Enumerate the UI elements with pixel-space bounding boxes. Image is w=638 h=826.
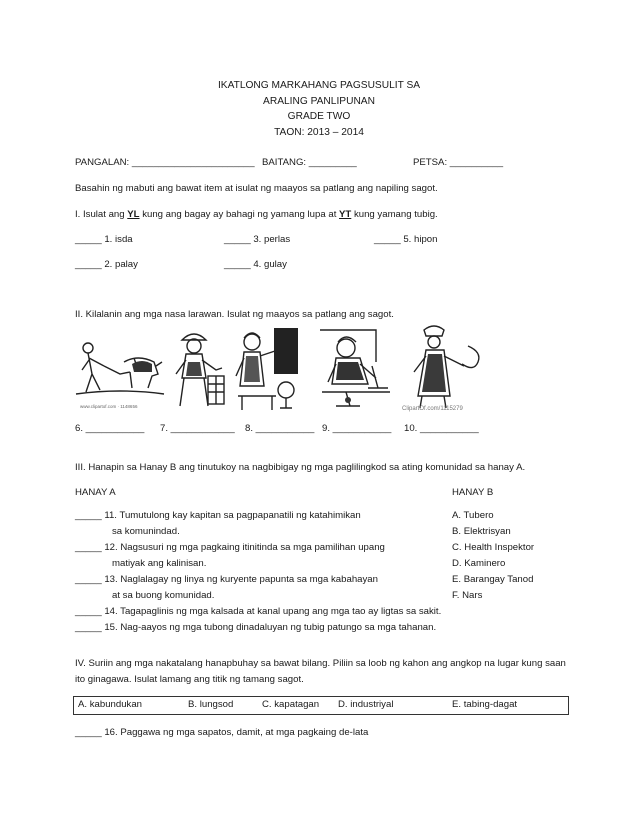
part1-instr-c: kung yamang tubig. <box>351 209 438 220</box>
item-16: _____ 16. Paggawa ng mga sapatos, damit, at mga pagkaing de-lata <box>75 727 369 738</box>
title-line-4: TAON: 2013 – 2014 <box>274 126 364 138</box>
yt-label: YT <box>339 209 352 220</box>
choices-box <box>73 696 569 715</box>
item-4: _____ 4. gulay <box>224 259 287 270</box>
part4-instructions-2: ito ginagawa. Isulat lamang ang titik ng tamang sagot. <box>75 674 304 685</box>
place-d: D. industriyal <box>338 699 394 710</box>
column-b-heading: HANAY B <box>452 487 494 498</box>
blank-6: 6. ___________ <box>75 423 145 434</box>
place-b: B. lungsod <box>188 699 234 710</box>
item-12: _____ 12. Nagsusuri ng mga pagkaing itinitinda sa mga pamilihan upang <box>75 542 385 553</box>
column-a-heading: HANAY A <box>75 487 116 498</box>
choice-a: A. Tubero <box>452 510 494 521</box>
choice-b: B. Elektrisyan <box>452 526 511 537</box>
farmer-picture <box>74 322 166 414</box>
teacher-picture <box>230 322 300 414</box>
choice-d: D. Kaminero <box>452 558 506 569</box>
part1-instr-a: I. Isulat ang <box>75 209 128 220</box>
firefighter-picture <box>398 322 488 414</box>
item-2: _____ 2. palay <box>75 259 138 270</box>
title-line-1: IKATLONG MARKAHANG PAGSUSULIT SA <box>217 80 421 91</box>
item-12-cont: matiyak ang kalinisan. <box>112 558 207 569</box>
name-field: PANGALAN: _______________________ <box>75 157 255 168</box>
watermark-2: ClipartOf.com/1115279 <box>402 406 463 412</box>
part2-instructions: II. Kilalanin ang mga nasa larawan. Isulat ng maayos sa patlang ang sagot. <box>75 309 394 320</box>
place-e: E. tabing-dagat <box>452 699 518 710</box>
item-11-cont: sa komunindad. <box>112 526 180 537</box>
item-13-cont: at sa buong komunidad. <box>112 590 215 601</box>
part4-instructions-1: IV. Suriin ang mga nakatalang hanapbuhay sa bawat bilang. Piliin sa loob ng kahon ang angkop na lugar kung saan <box>75 658 566 669</box>
part1-instructions <box>75 209 438 220</box>
item-15: _____ 15. Nag-aayos ng mga tubong dinadaluyan ng tubig patungo sa mga tahanan. <box>75 622 437 633</box>
item-13: _____ 13. Naglalagay ng linya ng kuryente papunta sa mga kabahayan <box>75 574 378 585</box>
blank-9: 9. ___________ <box>322 423 392 434</box>
item-3: _____ 3. perlas <box>224 234 291 245</box>
item-1: _____ 1. isda <box>75 234 133 245</box>
choice-e: E. Barangay Tanod <box>452 574 534 585</box>
watermark-1: www.clipartof.com · 1148656 <box>80 404 138 409</box>
general-instructions: Basahin ng mabuti ang bawat item at isulat ng maayos sa patlang ang napiling sagot. <box>75 183 438 194</box>
part1-instr-b: kung ang bagay ay bahagi ng yamang lupa at <box>139 209 340 220</box>
place-a: A. kabundukan <box>78 699 143 710</box>
blank-10: 10. ___________ <box>404 423 479 434</box>
title-line-3: GRADE TWO <box>287 111 351 122</box>
choice-f: F. Nars <box>452 590 483 601</box>
section-field: BAITANG: _________ <box>262 157 357 168</box>
item-14: _____ 14. Tagapaglinis ng mga kalsada at kanal upang ang mga tao ay ligtas sa sakit. <box>75 606 442 617</box>
date-field: PETSA: __________ <box>413 157 504 168</box>
place-c: C. kapatagan <box>262 699 320 710</box>
exam-title <box>0 78 638 140</box>
part3-instructions: III. Hanapin sa Hanay B ang tinutukoy na nagbibigay ng mga paglilingkod sa ating komunidad sa hanay A. <box>75 462 526 473</box>
yl-label: YL <box>127 209 140 220</box>
item-5: _____ 5. hipon <box>374 234 438 245</box>
item-11: _____ 11. Tumutulong kay kapitan sa pagpapanatili ng katahimikan <box>75 510 361 521</box>
blank-7: 7. ____________ <box>160 423 235 434</box>
blank-8: 8. ___________ <box>245 423 315 434</box>
worker-picture <box>168 322 228 414</box>
scientist-picture <box>316 322 394 414</box>
choice-c: C. Health Inspektor <box>452 542 535 553</box>
title-line-2: ARALING PANLIPUNAN <box>263 95 375 107</box>
